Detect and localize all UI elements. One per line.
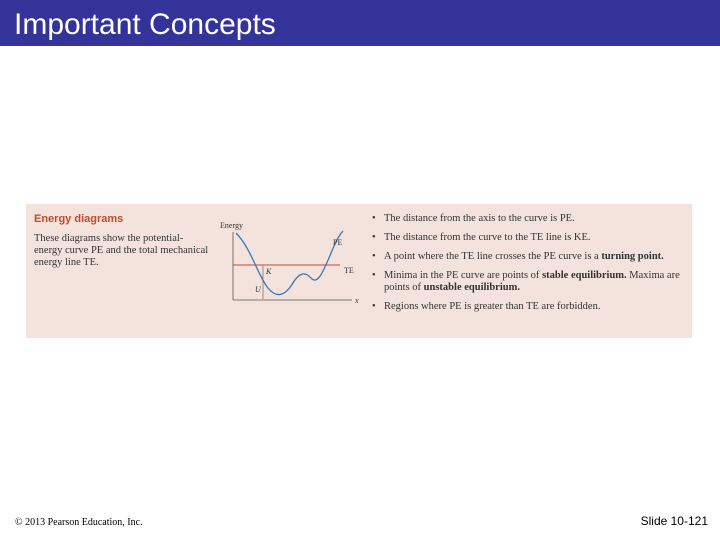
concept-bullet: [370, 251, 688, 263]
pe-curve: [236, 231, 343, 295]
bullet-text-segment: The distance from the axis to the curve is PE.: [384, 213, 575, 224]
concept-bullet: [370, 232, 688, 244]
bullet-text-segment: Maxima are points of: [384, 270, 680, 293]
concept-bullet: [370, 270, 688, 294]
u-label: U: [255, 285, 261, 294]
panel-heading: Energy diagrams: [34, 213, 124, 225]
bullet-text-segment: A point where the TE line crosses the PE curve is a: [384, 251, 602, 262]
slide-number: Slide 10-121: [640, 514, 708, 528]
bullet-text-segment: The distance from the curve to the TE line is KE.: [384, 232, 591, 243]
te-label: TE: [344, 266, 354, 275]
concept-bullet-list: [370, 213, 688, 320]
panel-description: These diagrams show the potential-energy curve PE and the total mechanical energy line TE.: [34, 233, 209, 268]
title-bar: [0, 0, 720, 46]
energy-diagram: [216, 218, 366, 313]
y-axis-label: Energy: [220, 221, 243, 230]
bullet-text-segment: turning point.: [601, 251, 664, 262]
x-axis-label: x: [355, 296, 359, 305]
concept-bullet: [370, 301, 688, 313]
concept-bullet: [370, 213, 688, 225]
bullet-text-segment: unstable equilibrium.: [423, 282, 520, 293]
energy-diagram-panel: [26, 204, 692, 338]
bullet-text-segment: Minima in the PE curve are points of: [384, 270, 543, 281]
bullet-text-segment: Regions where PE is greater than TE are forbidden.: [384, 301, 601, 312]
pe-label: PE: [333, 238, 343, 247]
copyright-footer: © 2013 Pearson Education, Inc.: [15, 517, 143, 528]
k-label: K: [266, 267, 272, 276]
bullet-text-segment: stable equilibrium.: [542, 270, 627, 281]
slide-title: Important Concepts: [14, 8, 276, 41]
